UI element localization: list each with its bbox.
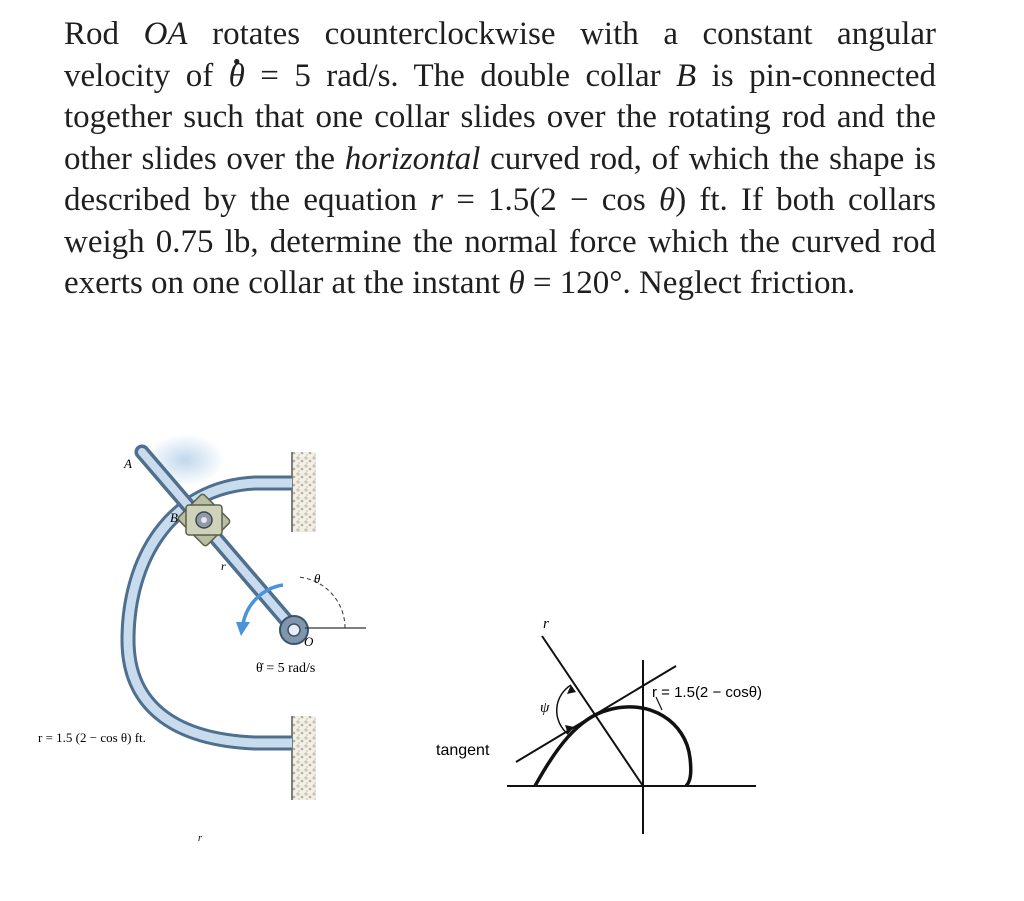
fig2-equation-label: r = 1.5(2 − cosθ): [652, 684, 763, 701]
figure-2: [507, 636, 756, 834]
label-r: r: [221, 559, 226, 573]
figure-1: [38, 434, 366, 844]
emphasis-horizontal: horizontal: [344, 140, 481, 177]
collar-name: B: [676, 57, 697, 94]
label-A: A: [124, 456, 132, 471]
omega-label: θ̇ = 5 rad/s: [256, 661, 316, 676]
equation-label: r = 1.5 (2 − cos θ) ft.: [38, 730, 146, 745]
label-B: B: [170, 510, 178, 525]
fig2-label-psi: ψ: [540, 700, 550, 716]
label-theta: θ: [314, 571, 321, 586]
bottom-wall: [292, 716, 316, 800]
tangent-label: tangent: [436, 742, 490, 759]
theta-dot-symbol: . θ: [229, 56, 245, 98]
top-wall: [292, 452, 316, 532]
stray-mark: r: [198, 833, 202, 844]
omega-arrowhead: [236, 622, 250, 636]
figures: [0, 420, 1024, 901]
fig2-label-r: r: [543, 616, 549, 632]
rod-name: OA: [143, 16, 188, 52]
label-O: O: [304, 634, 314, 649]
r-symbol: r: [430, 182, 444, 218]
problem-statement: Rod OA rotates counterclockwise with a constant angular velocity of . θ = 5 rad/s. The double collar B is pin-connected together such that one collar slides over the rotating rod and the other slides over the horizontal curved rod, of which the shape is described by the equation r = 1.5(2 − cos θ) ft. If both collars weigh 0.75 lb, determine the normal force which the curved rod exerts on one collar at the instant θ = 120°. Neglect friction.: [64, 14, 936, 305]
